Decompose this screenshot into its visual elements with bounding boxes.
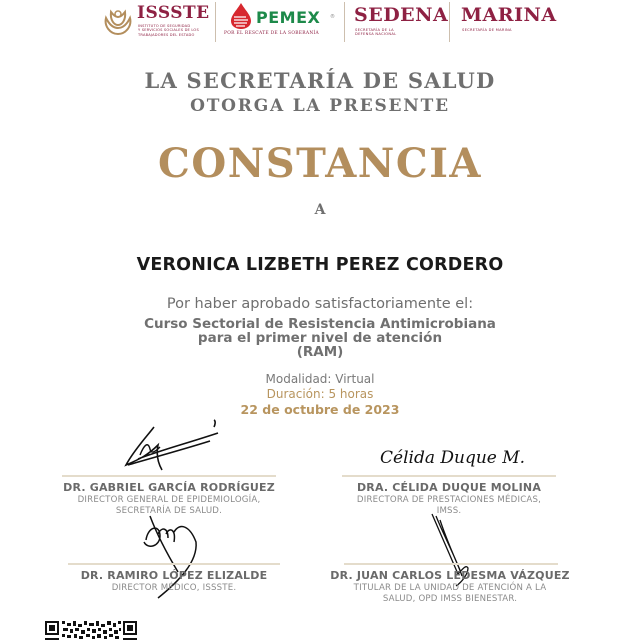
signature-line (68, 563, 280, 565)
modality-text: Modalidad: Virtual (265, 372, 375, 386)
pemex-subtitle: POR EL RESCATE DE LA SOBERANÍA (224, 31, 319, 36)
signatory-role-line: SALUD, OPD IMSS BIENESTAR. (382, 594, 518, 604)
pemex-logo-text: PEMEX (256, 8, 321, 27)
marina-subtitle: SECRETARÍA DE MARINA (462, 28, 512, 32)
duration-text: Duración: 5 horas (266, 387, 374, 401)
qr-code-icon[interactable] (45, 621, 137, 640)
certificate-title: CONSTANCIA (158, 140, 482, 187)
signatory-role (56, 583, 292, 594)
course-title-line: (RAM) (296, 344, 344, 360)
signatory-role (330, 583, 570, 605)
signatory-name: DR. JUAN CARLOS LEDESMA VÁZQUEZ (330, 569, 570, 582)
signatory-role-line: IMSS. (436, 506, 462, 516)
logo-divider (215, 2, 216, 42)
issue-date: 22 de octubre de 2023 (240, 402, 400, 417)
signature-garcia (118, 415, 228, 480)
sedena-subtitle-line: DEFENSA NACIONAL (355, 32, 397, 37)
logo-bar (0, 0, 640, 44)
pemex-eagle-icon (228, 2, 254, 30)
signatory-name: DRA. CÉLIDA DUQUE MOLINA (356, 481, 542, 494)
signature-line (62, 475, 276, 477)
sedena-logo-text: SEDENA (354, 4, 449, 26)
issste-subtitle-line: TRABAJADORES DEL ESTADO (138, 32, 195, 37)
course-title-line: para el primer nivel de atención (197, 330, 443, 346)
issste-subtitle-line: INSTITUTO DE SEGURIDAD (138, 24, 191, 28)
issuer-line-2: OTORGA LA PRESENTE (190, 96, 450, 116)
issste-subtitle (138, 24, 218, 37)
course-title-line: Curso Sectorial de Resistencia Antimicrobiana (144, 316, 496, 332)
to-label: A (314, 202, 326, 218)
logo-divider (344, 2, 345, 42)
sedena-subtitle (355, 28, 396, 37)
issste-emblem-icon (102, 4, 134, 36)
signature-line (344, 563, 558, 565)
logo-divider (449, 2, 450, 42)
marina-logo-text: MARINA (461, 4, 557, 26)
issuer-line-1: LA SECRETARÍA DE SALUD (144, 68, 496, 93)
signatory-name: DR. RAMIRO LÓPEZ ELIZALDE (80, 569, 268, 582)
handwritten-signature-duque: Célida Duque M. (380, 448, 526, 468)
intro-text: Por haber aprobado satisfactoriamente el: (166, 296, 474, 312)
issste-logo-text: ISSSTE (137, 3, 210, 23)
signatory-name: DR. GABRIEL GARCÍA RODRÍGUEZ (63, 481, 275, 494)
issste-subtitle-line: Y SERVICIOS SOCIALES DE LOS (138, 28, 199, 33)
signatory-role-line: TITULAR DE LA UNIDAD DE ATENCIÓN A LA (353, 583, 547, 593)
signatory-role-line: SECRETARÍA DE SALUD. (115, 506, 223, 516)
recipient-name: VERONICA LIZBETH PEREZ CORDERO (136, 255, 504, 275)
signatory-role-line: DIRECTORA DE PRESTACIONES MÉDICAS, (356, 495, 542, 505)
signature-line (342, 475, 556, 477)
signatory-role-line: DIRECTOR MÉDICO, ISSSTE. (111, 583, 237, 593)
registered-mark: ® (330, 14, 335, 20)
signatory-role-line: DIRECTOR GENERAL DE EPIDEMIOLOGÍA, (77, 495, 261, 505)
sedena-subtitle-line: SECRETARÍA DE LA (355, 28, 394, 32)
